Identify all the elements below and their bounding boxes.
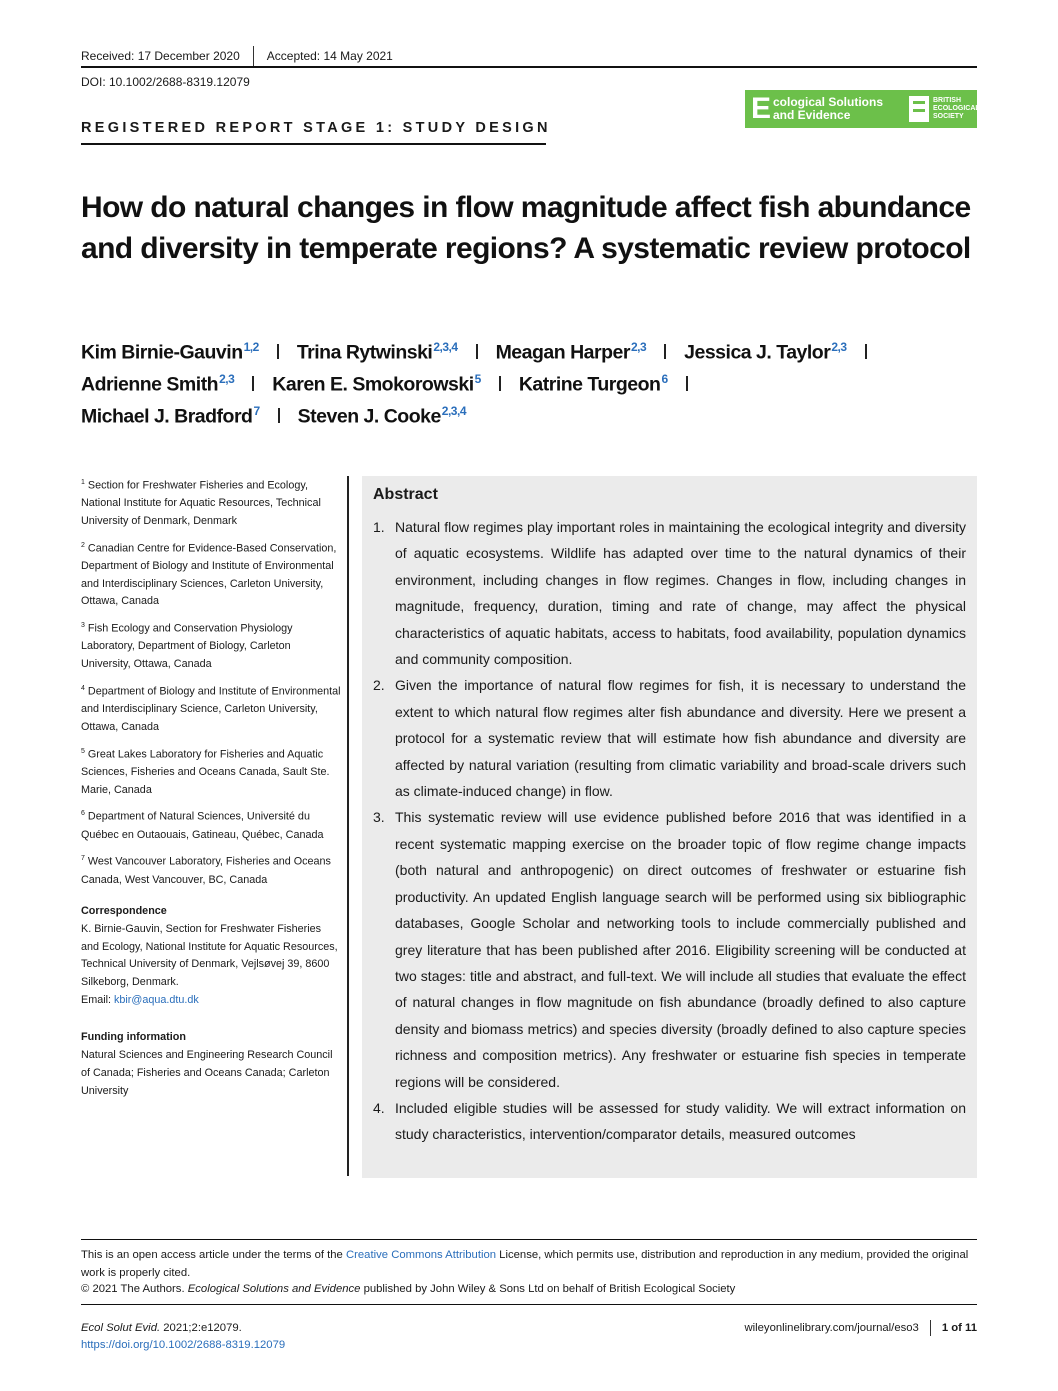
funding-heading: Funding information <box>81 1031 186 1044</box>
author-name-text: Jessica J. Taylor <box>684 341 831 364</box>
affiliation-text: Canadian Centre for Evidence-Based Conservation, Department of Biology and Institute of Environmental and Interdisciplinary Sciences, Carleton University, Ottawa, Canada <box>81 542 337 608</box>
author-separator <box>686 376 688 391</box>
affiliation <box>81 743 341 800</box>
copyright-notice <box>81 1283 977 1295</box>
author-affiliation-marker: 2,3,4 <box>441 404 466 418</box>
received-date: Received: 17 December 2020 <box>81 49 240 63</box>
abstract-item <box>373 1095 966 1148</box>
author-name-text: Katrine Turgeon <box>518 373 661 396</box>
report-type: REGISTERED REPORT STAGE 1: STUDY DESIGN <box>81 120 551 136</box>
affiliation-number: 5 <box>81 747 85 755</box>
author-line <box>81 404 981 436</box>
author-name[interactable] <box>81 340 259 365</box>
author-separator <box>664 344 666 359</box>
journal-logo-line1: cological Solutions <box>773 95 884 109</box>
society-line-3: SOCIETY <box>933 113 964 120</box>
author-separator <box>865 344 867 359</box>
article-dates <box>81 46 393 66</box>
funding-text: Natural Sciences and Engineering Research Council of Canada; Fisheries and Oceans Canada; Carleton University <box>81 1049 333 1097</box>
journal-logo-name <box>773 96 901 122</box>
affiliation <box>81 850 341 889</box>
copyright-journal: Ecological Solutions and Evidence <box>187 1283 361 1295</box>
affiliation <box>81 617 341 674</box>
license-notice <box>81 1246 977 1282</box>
affiliation-list <box>81 474 341 889</box>
accepted-date: Accepted: 14 May 2021 <box>266 49 393 63</box>
copyright-pre: © 2021 The Authors. <box>81 1283 188 1295</box>
affiliation <box>81 680 341 737</box>
journal-logo[interactable] <box>745 90 980 128</box>
abstract-heading: Abstract <box>373 486 438 503</box>
doi-link[interactable]: https://doi.org/10.1002/2688-8319.12079 <box>81 1339 286 1351</box>
license-link[interactable]: Creative Commons Attribution <box>345 1249 497 1261</box>
footer-right <box>744 1320 977 1336</box>
footer-rule-bottom <box>81 1304 977 1305</box>
author-separator <box>252 376 254 391</box>
correspondence-text: K. Birnie-Gauvin, Section for Freshwater Fisheries and Ecology, National Institute for Aquatic Resources, Technical University of Denmark, Vejlsøvej 39, 8600 Silkeborg, Denmark. <box>81 922 338 989</box>
affiliation-number: 2 <box>81 541 85 549</box>
email-link[interactable]: kbir@aqua.dtu.dk <box>114 993 199 1006</box>
journal-logo-line2: and Evidence <box>773 108 851 122</box>
author-affiliation-marker: 7 <box>253 404 260 418</box>
author-name[interactable] <box>496 340 647 365</box>
affiliation <box>81 805 341 844</box>
copyright-post: published by John Wiley & Sons Ltd on behalf of British Ecological Society <box>360 1283 736 1295</box>
author-name[interactable] <box>684 340 846 365</box>
society-line-2: ECOLOGICAL <box>933 105 980 112</box>
author-name-text: Michael J. Bradford <box>81 405 253 428</box>
column-divider <box>347 476 349 1176</box>
affiliation-number: 4 <box>81 684 85 692</box>
author-name-text: Meagan Harper <box>495 341 630 364</box>
author-separator <box>277 344 279 359</box>
affiliation-text: Department of Biology and Institute of Environmental and Interdisciplinary Science, Carleton University, Ottawa, Canada <box>81 685 341 733</box>
author-name[interactable] <box>519 372 668 397</box>
author-name[interactable] <box>81 404 260 429</box>
page-number: 1 of 11 <box>941 1322 977 1334</box>
affiliation-number: 6 <box>81 810 85 818</box>
society-logo-icon <box>909 96 929 122</box>
email-label: Email: <box>81 993 114 1006</box>
abstract-item-text: Natural flow regimes play important roles in maintaining the ecological integrity and diversity of aquatic ecosystems. Wildlife has adapted over time to the natural dynamics of their environment, including changes in flow regimes. Changes in flow, including changes in magnitude, frequency, duration, timing and rate of change, may affect the physical characteristics of aquatic habitats, access to habitats, food availability, population dynamics and community composition. <box>395 519 966 668</box>
abstract-item-number: 2. <box>373 677 385 694</box>
author-list <box>81 340 981 436</box>
author-name[interactable] <box>298 404 466 429</box>
abstract-item-text: This systematic review will use evidence published before 2016 that was identified in a recent systematic mapping exercise on the broader topic of flow regime change impacts (both natural and anthropogenic) on direct outcomes of freshwater or estuarine fish productivity. An updated English language search will be performed using six bibliographic databases, Google Scholar and networking tools to include commercially published and grey literature that has been published after 2016. Eligibility screening will be conducted at two stages: title and abstract, and full-text. We will include all studies that evaluate the effect of natural changes in flow magnitude on fish abundance (broadly defined to also capture density and biomass metrics) and species diversity (broadly defined to also capture species richness and composition metrics). Any freshwater or estuarine fish species in temperate regions will be considered. <box>395 809 966 1090</box>
affiliation-number: 7 <box>81 855 85 863</box>
author-affiliation-marker: 2,3 <box>219 372 235 386</box>
abstract-item-text: Given the importance of natural flow regimes for fish, it is necessary to understand the extent to which natural flow regimes alter fish abundance and diversity. Here we present a protocol for a systematic review that will estimate how fish abundance and diversity are affected by natural variation (resulting from climatic variability and broad-scale drivers such as climate-induced change) in flow. <box>395 677 966 800</box>
author-line <box>81 340 981 372</box>
author-line <box>81 372 981 404</box>
citation <box>81 1320 285 1354</box>
society-line-1: BRITISH <box>933 97 961 104</box>
author-affiliation-marker: 1,2 <box>243 340 259 354</box>
author-affiliation-marker: 2,3 <box>630 340 647 354</box>
author-separator <box>499 376 501 391</box>
affiliation <box>81 474 341 531</box>
affiliation-text: West Vancouver Laboratory, Fisheries and Oceans Canada, West Vancouver, BC, Canada <box>81 855 331 886</box>
author-name-text: Karen E. Smokorowski <box>272 373 474 396</box>
journal-site-link[interactable]: wileyonlinelibrary.com/journal/eso3 <box>744 1322 919 1334</box>
affiliation-text: Fish Ecology and Conservation Physiology Laboratory, Department of Biology, Carleton University, Ottawa, Canada <box>81 622 293 671</box>
doi: DOI: 10.1002/2688-8319.12079 <box>81 75 250 89</box>
author-name-text: Kim Birnie-Gauvin <box>81 341 243 364</box>
license-text-pre: This is an open access article under the terms of the <box>81 1249 346 1261</box>
citation-journal: Ecol Solut Evid. <box>81 1322 161 1334</box>
author-affiliation-marker: 2,3,4 <box>433 340 458 354</box>
footer-separator <box>930 1320 931 1336</box>
citation-volume: 2021;2:e12079. <box>160 1322 242 1334</box>
abstract-box <box>362 476 977 1178</box>
society-logo-text <box>933 97 980 121</box>
author-name[interactable] <box>81 372 234 397</box>
abstract-list <box>373 514 966 1148</box>
date-separator <box>253 46 254 66</box>
affiliation-text: Section for Freshwater Fisheries and Ecology, National Institute for Aquatic Resources, Technical University of Denmark, Denmark <box>81 479 321 527</box>
journal-logo-letter: E <box>751 92 772 125</box>
correspondence-email-line <box>81 992 341 1010</box>
abstract-item <box>373 804 966 1094</box>
affiliation-number: 1 <box>81 479 85 486</box>
abstract-item-text: Included eligible studies will be assessed for study validity. We will extract information on study characteristics, intervention/comparator details, measured outcomes <box>395 1099 966 1143</box>
affiliation-number: 3 <box>81 622 85 630</box>
author-name-text: Adrienne Smith <box>81 373 219 396</box>
author-affiliation-marker: 2,3 <box>831 340 847 354</box>
affiliation <box>81 537 341 611</box>
author-name[interactable] <box>272 372 481 397</box>
author-name-text: Steven J. Cooke <box>297 405 441 428</box>
sidebar <box>81 474 341 1100</box>
author-affiliation-marker: 6 <box>661 372 668 386</box>
author-separator <box>476 344 478 359</box>
affiliation-text: Department of Natural Sciences, Université du Québec en Outaouais, Gatineau, Québec, Canada <box>81 810 324 841</box>
affiliation-text: Great Lakes Laboratory for Fisheries and Aquatic Sciences, Fisheries and Oceans Canada, Sault Ste. Marie, Canada <box>81 748 330 796</box>
correspondence-heading: Correspondence <box>81 905 167 918</box>
footer-rule-top <box>81 1239 977 1240</box>
abstract-item-number: 4. <box>373 1099 385 1116</box>
author-affiliation-marker: 5 <box>474 372 481 386</box>
license-text-post: License, which permits use, distribution and reproduction in any medium, provided the original work is properly cited. <box>81 1249 969 1279</box>
report-type-rule <box>81 143 546 145</box>
abstract-item-number: 3. <box>373 809 385 826</box>
abstract-item <box>373 672 966 804</box>
author-name[interactable] <box>297 340 458 365</box>
abstract-item-number: 1. <box>373 519 385 535</box>
author-separator <box>278 408 280 423</box>
author-name-text: Trina Rytwinski <box>296 341 433 364</box>
abstract-item <box>373 514 966 672</box>
article-title: How do natural changes in flow magnitude affect fish abundance and diversity in temperate regions? A systematic review protocol <box>81 191 971 265</box>
header-rule <box>81 66 977 68</box>
society-logo <box>909 96 980 122</box>
